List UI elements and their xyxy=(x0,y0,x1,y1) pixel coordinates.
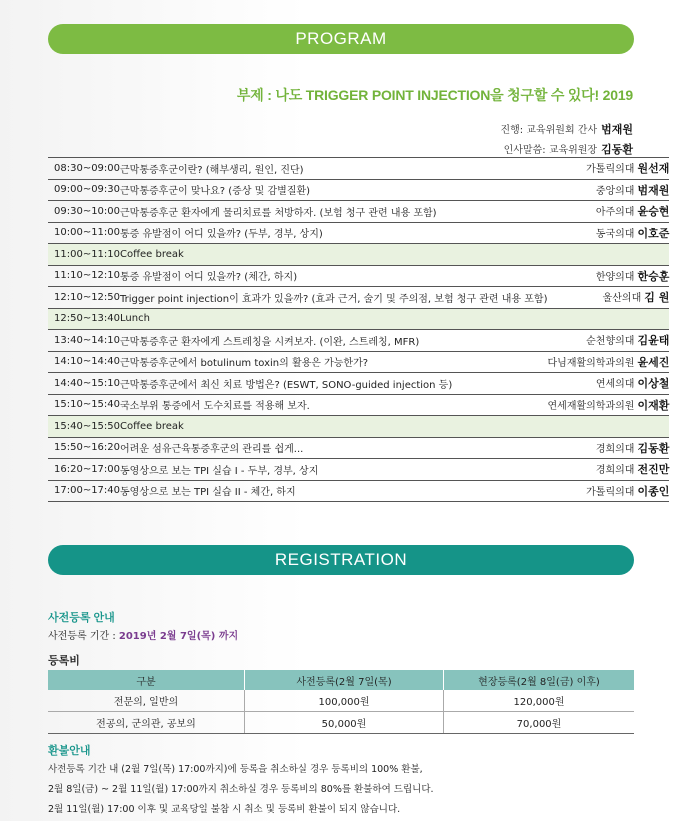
session-time: 13:40~14:10 xyxy=(48,330,120,352)
session-topic: Trigger point injection이 효과가 있을까? (효과 근거, 술기 및 주의점, 보험 청구 관련 내용 포함) xyxy=(120,287,547,309)
session-speaker xyxy=(548,416,670,438)
program-row xyxy=(48,287,669,309)
session-speaker xyxy=(548,459,670,481)
speaker-affiliation: 경희의대 xyxy=(595,465,635,477)
refund-line: 2월 8일(금) ~ 2월 11일(월) 17:00까지 취소하실 경우 등록비의 80%를 환불하여 드립니다. xyxy=(48,784,434,795)
session-time: 09:30~10:00 xyxy=(48,201,120,223)
session-topic: 근막통증후군이 맞나요? (증상 및 감별질환) xyxy=(120,179,547,201)
session-speaker xyxy=(548,373,670,395)
speaker-name: 이상철 xyxy=(637,377,670,391)
session-topic: Coffee break xyxy=(120,416,547,438)
pre-period-date: 2019년 2월 7일(목) 까지 xyxy=(118,631,239,642)
fee-table xyxy=(48,670,634,734)
speaker-affiliation: 순천향의대 xyxy=(586,336,635,348)
moderator-name: 범재원 xyxy=(601,123,633,136)
session-topic: 근막통증후군이란? (해부생리, 원인, 진단) xyxy=(120,158,547,180)
session-time: 10:00~11:00 xyxy=(48,222,120,244)
speaker-affiliation: 중앙의대 xyxy=(595,185,635,197)
session-time: 16:20~17:00 xyxy=(48,459,120,481)
pre-registration-title: 사전등록 안내 xyxy=(48,612,115,624)
pre-period-label: 사전등록 기간 : xyxy=(48,631,116,642)
fee-row xyxy=(48,712,634,734)
program-row xyxy=(48,179,669,201)
program-row xyxy=(48,437,669,459)
program-row xyxy=(48,459,669,481)
program-row xyxy=(48,394,669,416)
speaker-affiliation: 연세의대 xyxy=(595,379,635,391)
fee-header-category: 구분 xyxy=(48,670,245,690)
speaker-name: 범재원 xyxy=(637,183,670,197)
speaker-name: 윤승현 xyxy=(637,205,670,219)
fee-header-pre: 사전등록(2월 7일(목) xyxy=(245,670,444,690)
program-header-band: PROGRAM xyxy=(48,24,634,54)
program-row xyxy=(48,244,669,266)
program-subtitle: 부제 : 나도 TRIGGER POINT INJECTION을 청구할 수 있다! 2019 xyxy=(236,87,633,103)
session-speaker xyxy=(548,287,670,309)
fee-pre-amount: 100,000원 xyxy=(245,690,444,712)
greeting-line xyxy=(504,141,633,157)
session-topic: 근막통증후군에서 botulinum toxin의 활용은 가능한가? xyxy=(120,351,547,373)
session-speaker xyxy=(548,437,670,459)
session-time: 11:00~11:10 xyxy=(48,244,120,266)
speaker-affiliation: 다님재활의학과의원 xyxy=(547,357,635,369)
refund-line: 2월 11일(월) 17:00 이후 및 교육당일 불참 시 취소 및 등록비 환불이 되지 않습니다. xyxy=(48,804,401,815)
speaker-affiliation: 동국의대 xyxy=(595,228,635,240)
fee-title: 등록비 xyxy=(48,655,80,667)
program-schedule-table xyxy=(48,157,669,502)
speaker-name: 한승훈 xyxy=(637,269,670,283)
moderator-line xyxy=(500,121,633,137)
fee-header-onsite: 현장등록(2월 8일(금) 이후) xyxy=(444,670,635,690)
session-time: 15:40~15:50 xyxy=(48,416,120,438)
program-row xyxy=(48,373,669,395)
speaker-name: 이재환 xyxy=(637,398,670,412)
speaker-name: 이종인 xyxy=(637,484,670,498)
session-speaker xyxy=(548,201,670,223)
program-row xyxy=(48,222,669,244)
fee-row xyxy=(48,690,634,712)
program-row xyxy=(48,158,669,180)
program-row xyxy=(48,330,669,352)
program-row xyxy=(48,416,669,438)
session-topic: 근막통증후군 환자에게 스트레칭을 시켜보자. (이완, 스트레칭, MFR) xyxy=(120,330,547,352)
session-time: 08:30~09:00 xyxy=(48,158,120,180)
session-topic: Coffee break xyxy=(120,244,547,266)
speaker-name: 김동환 xyxy=(637,441,670,455)
session-topic: 통증 유발점이 어디 있을까? (두부, 경부, 상지) xyxy=(120,222,547,244)
speaker-affiliation: 울산의대 xyxy=(602,293,642,305)
program-row xyxy=(48,480,669,502)
fee-onsite-amount: 70,000원 xyxy=(444,712,635,734)
program-row xyxy=(48,308,669,330)
session-speaker xyxy=(548,222,670,244)
fee-onsite-amount: 120,000원 xyxy=(444,690,635,712)
session-speaker xyxy=(548,265,670,287)
session-speaker xyxy=(548,179,670,201)
fee-header-row xyxy=(48,670,634,690)
program-row xyxy=(48,351,669,373)
session-time: 17:00~17:40 xyxy=(48,480,120,502)
speaker-affiliation: 아주의대 xyxy=(595,207,635,219)
session-topic: 통증 유발점이 어디 있을까? (체간, 하지) xyxy=(120,265,547,287)
refund-line: 사전등록 기간 내 (2월 7일(목) 17:00까지)에 등록을 취소하실 경우 등록비의 100% 환불, xyxy=(48,764,423,775)
session-time: 15:10~15:40 xyxy=(48,394,120,416)
pre-registration-period xyxy=(48,627,238,642)
speaker-name: 김 원 xyxy=(644,291,670,305)
session-time: 14:40~15:10 xyxy=(48,373,120,395)
session-time: 09:00~09:30 xyxy=(48,179,120,201)
session-time: 12:50~13:40 xyxy=(48,308,120,330)
speaker-name: 원선재 xyxy=(637,162,670,176)
session-time: 15:50~16:20 xyxy=(48,437,120,459)
greeting-name: 김동환 xyxy=(601,143,633,156)
session-topic: Lunch xyxy=(120,308,547,330)
session-topic: 동영상으로 보는 TPI 실습 I - 두부, 경부, 상지 xyxy=(120,459,547,481)
session-topic: 근막통증후군 환자에게 물리치료를 처방하자. (보험 청구 관련 내용 포함) xyxy=(120,201,547,223)
program-row xyxy=(48,265,669,287)
speaker-affiliation: 연세재활의학과의원 xyxy=(547,400,635,412)
session-speaker xyxy=(548,480,670,502)
speaker-affiliation: 가톨릭의대 xyxy=(586,486,635,498)
speaker-name: 김윤태 xyxy=(637,334,670,348)
refund-title: 환불안내 xyxy=(48,745,91,757)
fee-category: 전공의, 군의관, 공보의 xyxy=(48,712,245,734)
speaker-affiliation: 경희의대 xyxy=(595,443,635,455)
session-topic: 국소부위 통증에서 도수치료를 적용해 보자. xyxy=(120,394,547,416)
session-speaker xyxy=(548,308,670,330)
session-speaker xyxy=(548,394,670,416)
session-time: 12:10~12:50 xyxy=(48,287,120,309)
session-time: 14:10~14:40 xyxy=(48,351,120,373)
session-topic: 어려운 섬유근육통증후군의 관리를 쉽게... xyxy=(120,437,547,459)
greeting-label: 인사말씀: 교육위원장 xyxy=(503,145,598,156)
speaker-affiliation: 한양의대 xyxy=(595,271,635,283)
session-speaker xyxy=(548,158,670,180)
session-speaker xyxy=(548,330,670,352)
session-speaker xyxy=(548,244,670,266)
session-time: 11:10~12:10 xyxy=(48,265,120,287)
session-topic: 동영상으로 보는 TPI 실습 II - 체간, 하지 xyxy=(120,480,547,502)
speaker-name: 이호준 xyxy=(637,226,670,240)
speaker-affiliation: 가톨릭의대 xyxy=(586,164,635,176)
fee-pre-amount: 50,000원 xyxy=(245,712,444,734)
program-row xyxy=(48,201,669,223)
registration-header-band: REGISTRATION xyxy=(48,545,634,575)
speaker-name: 전진만 xyxy=(637,463,670,477)
fee-category: 전문의, 일반의 xyxy=(48,690,245,712)
speaker-name: 윤세진 xyxy=(637,355,670,369)
session-topic: 근막통증후군에서 최신 치료 방법은? (ESWT, SONO-guided injection 등) xyxy=(120,373,547,395)
moderator-label: 진행: 교육위원회 간사 xyxy=(500,125,598,136)
session-speaker xyxy=(548,351,670,373)
